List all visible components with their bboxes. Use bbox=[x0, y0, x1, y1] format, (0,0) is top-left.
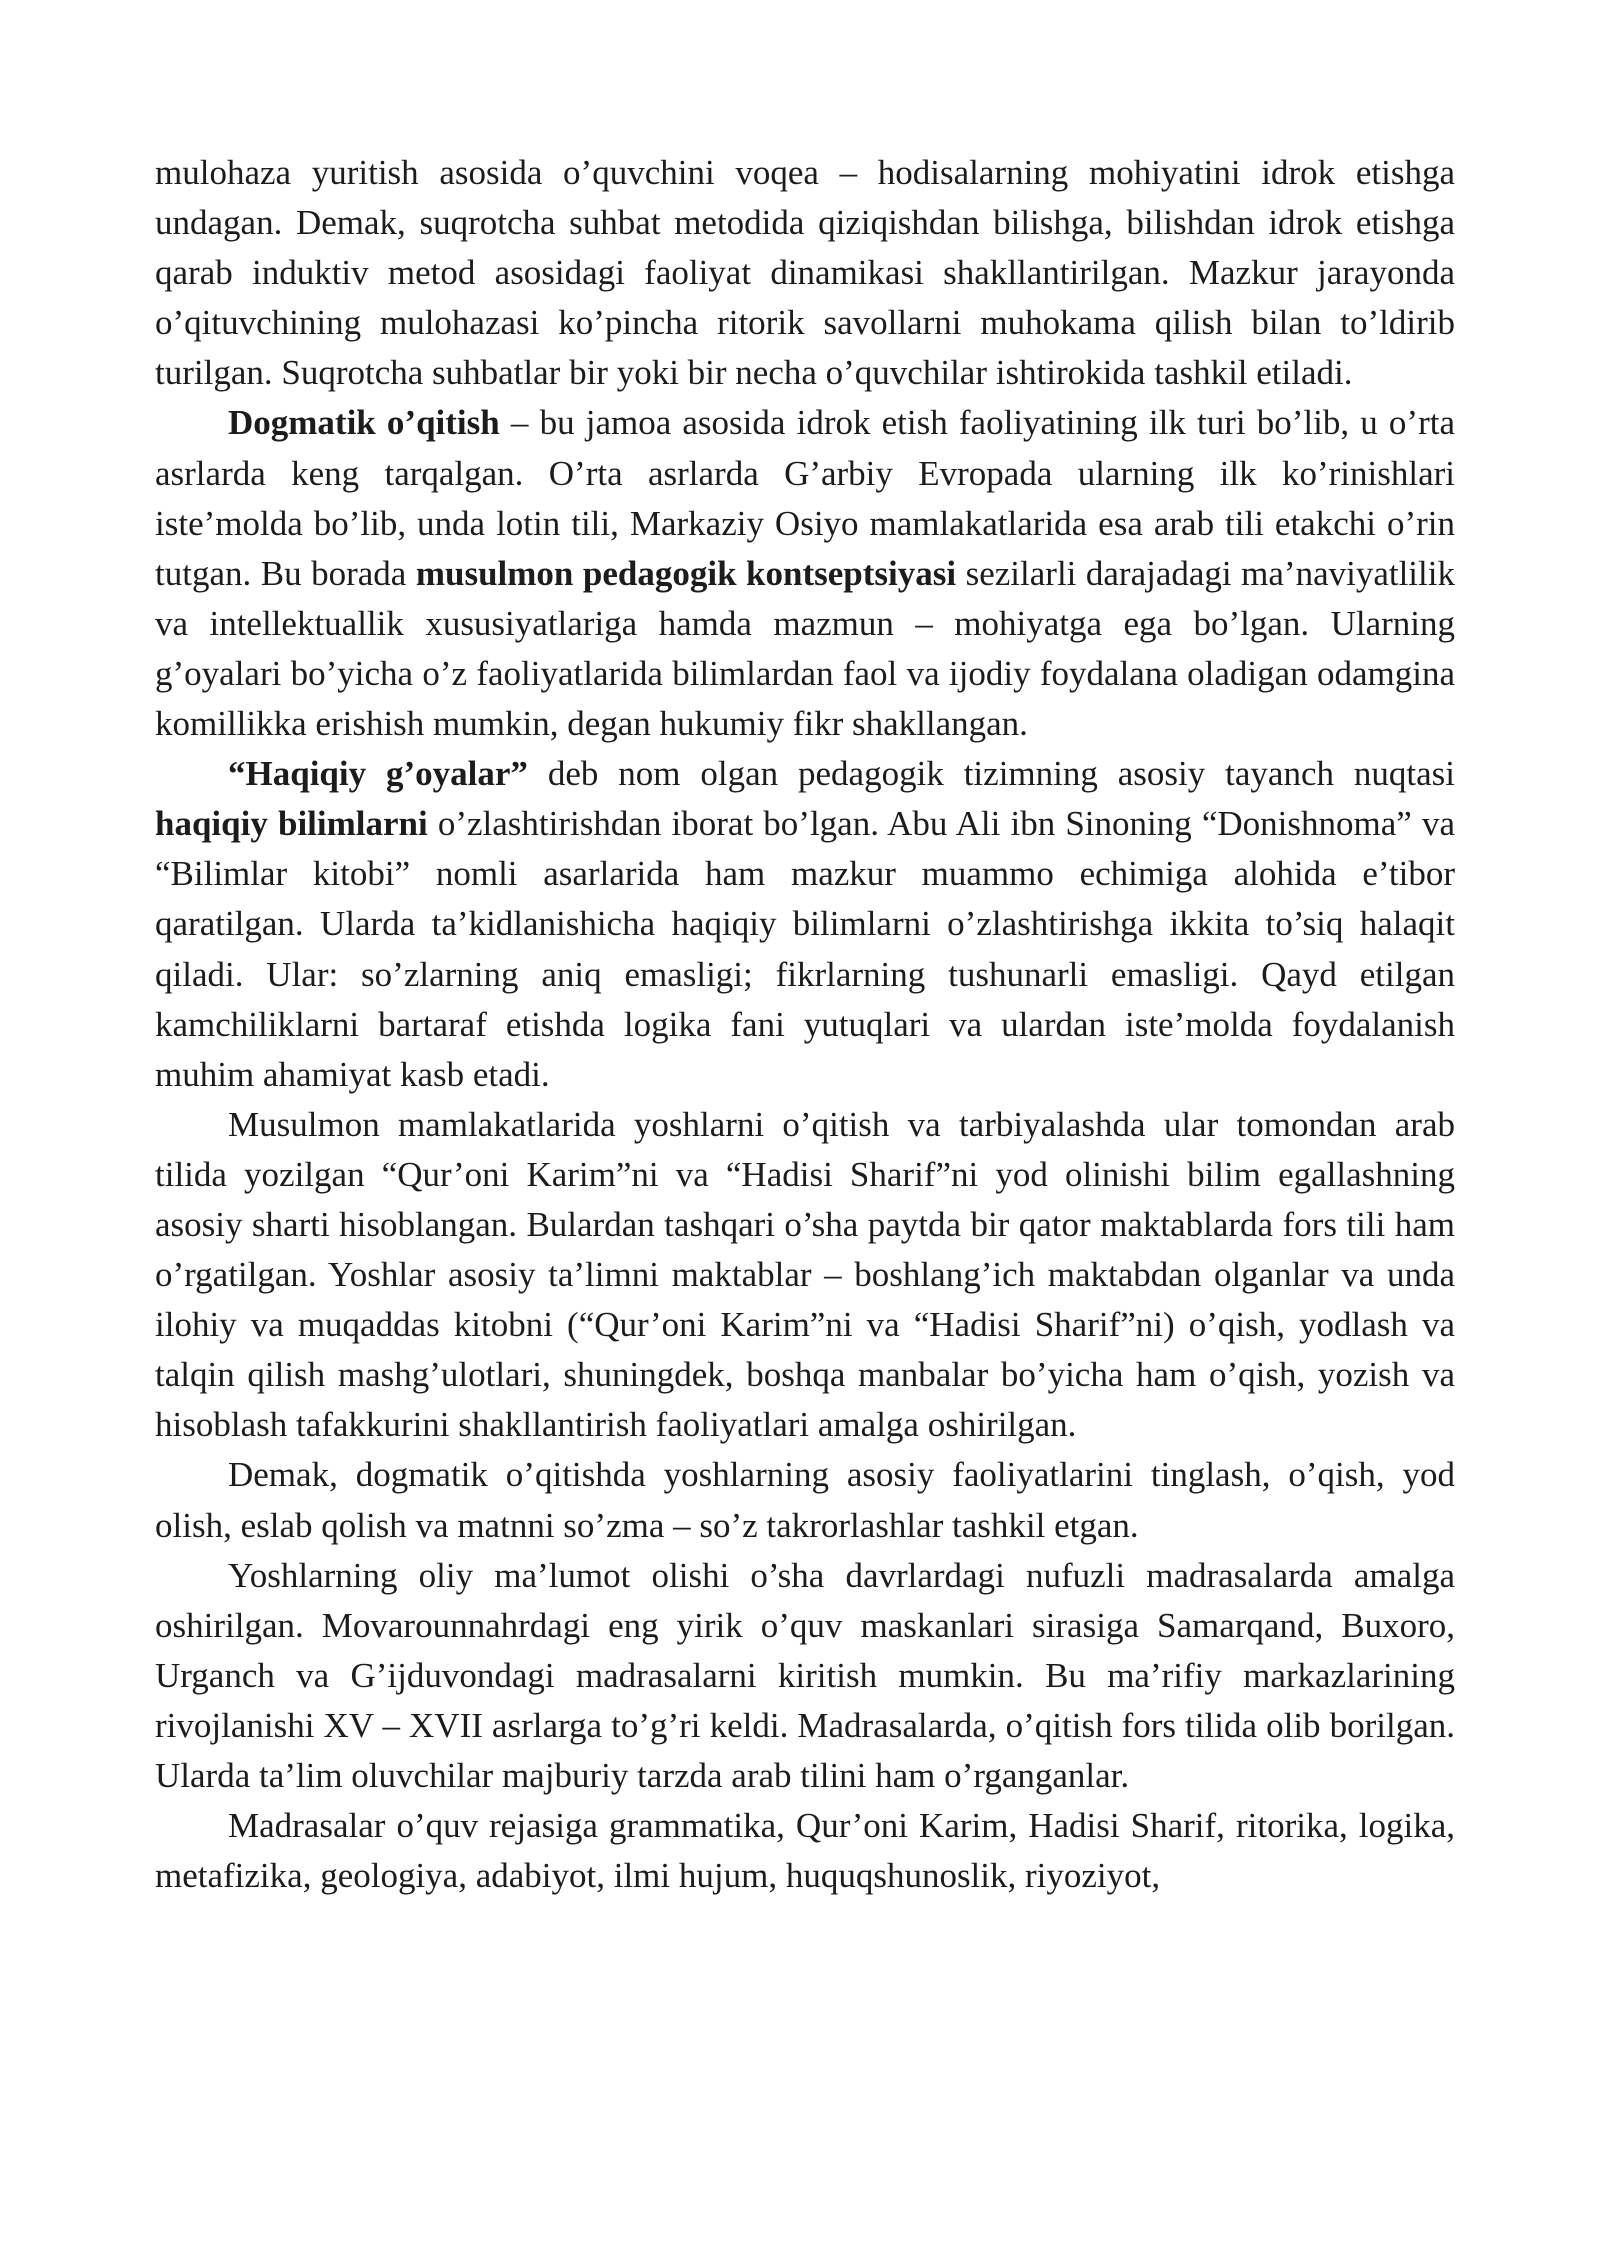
paragraph-4 bbox=[155, 1100, 1455, 1451]
paragraph-text: deb nom olgan pedagogik tizimning asosiy tayanch nuqtasi bbox=[527, 754, 1455, 794]
paragraph-5 bbox=[155, 1450, 1455, 1550]
term-dogmatik-oqitish: Dogmatik o’qitish bbox=[228, 403, 500, 443]
term-haqiqiy-goyalar: “Haqiqiy g’oyalar” bbox=[228, 754, 528, 794]
term-haqiqiy-bilimlarni: haqiqiy bilimlarni bbox=[155, 804, 428, 844]
paragraph-1 bbox=[155, 148, 1455, 398]
paragraph-text: Madrasalar o’quv rejasiga grammatika, Qur’oni Karim, Hadisi Sharif, ritorika, logika, metafizika, geologiya, adabiyot, ilmi hujum, huquqshunoslik, riyoziyot, bbox=[155, 1806, 1455, 1896]
paragraph-text: sezilarli darajadagi ma’naviyatlilik va intellektuallik xususiyatlariga hamda mazmun – mohiyatga ega bo’lgan. Ularning g’oyalari bo’yicha o’z faoliyatlarida bilimlardan faol va ijodiy foydalana oladigan odamgina komillikka erishish mumkin, degan hukumiy fikr shakllangan. bbox=[155, 553, 1455, 744]
term-musulmon-pedagogik-kontseptsiyasi: musulmon pedagogik kontseptsiyasi bbox=[415, 553, 957, 593]
paragraph-text: Yoshlarning oliy ma’lumot olishi o’sha davrlardagi nufuzli madrasalarda amalga oshirilgan. Movarounnahrdagi eng yirik o’quv maskanlari sirasiga Samarqand, Buxoro, Urganch va G’ijduvondagi madrasalarni kiritish mumkin. Bu ma’rifiy markazlarining rivojlanishi XV – XVII asrlarga to’g’ri keldi. Madrasalarda, o’qitish fors tilida olib borilgan. Ularda ta’lim oluvchilar majburiy tarzda arab tilini ham o’rganganlar. bbox=[155, 1555, 1455, 1795]
paragraph-text: – bu jamoa asosida idrok etish faoliyatining ilk turi bo’lib, u o’rta asrlarda keng tarqalgan. O’rta asrlarda G’arbiy Evropada ularning ilk ko’rinishlari iste’molda bo’lib, unda lotin tili, Markaziy Osiyo mamlakatlarida esa arab tili etakchi o’rin tutgan. Bu borada bbox=[155, 403, 1455, 593]
paragraph-7 bbox=[155, 1801, 1455, 1901]
paragraph-6 bbox=[155, 1551, 1455, 1801]
paragraph-text: mulohaza yuritish asosida o’quvchini voqea – hodisalarning mohiyatini idrok etishga undagan. Demak, suqrotcha suhbat metodida qiziqishdan bilishga, bilishdan idrok etishga qarab induktiv metod asosidagi faoliyat dinamikasi shakllantirilgan. Mazkur jarayonda o’qituvchining mulohazasi ko’pincha ritorik savollarni muhokama qilish bilan to’ldirib turilgan. Suqrotcha suhbatlar bir yoki bir necha o’quvchilar ishtirokida tashkil etiladi. bbox=[155, 153, 1455, 393]
paragraph-3 bbox=[155, 749, 1455, 1100]
paragraph-text: o’zlashtirishdan iborat bo’lgan. Abu Ali ibn Sinoning “Donishnoma” va “Bilimlar kitobi” nomli asarlarida ham mazkur muammo echimiga alohida e’tibor qaratilgan. Ularda ta’kidlanishicha haqiqiy bilimlarni o’zlashtirishga ikkita to’siq halaqit qiladi. Ular: so’zlarning aniq emasligi; fikrlarning tushunarli emasligi. Qayd etilgan kamchiliklarni bartaraf etishda logika fani yutuqlari va ulardan iste’molda foydalanish muhim ahamiyat kasb etadi. bbox=[155, 804, 1455, 1094]
paragraph-text: Musulmon mamlakatlarida yoshlarni o’qitish va tarbiyalashda ular tomondan arab tilida yozilgan “Qur’oni Karim”ni va “Hadisi Sharif”ni yod olinishi bilim egallashning asosiy sharti hisoblangan. Bulardan tashqari o’sha paytda bir qator maktablarda fors tili ham o’rgatilgan. Yoshlar asosiy ta’limni maktablar – boshlang’ich maktabdan olganlar va unda ilohiy va muqaddas kitobni (“Qur’oni Karim”ni va “Hadisi Sharif”ni) o’qish, yodlash va talqin qilish mashg’ulotlari, shuningdek, boshqa manbalar bo’yicha ham o’qish, yozish va hisoblash tafakkurini shakllantirish faoliyatlari amalga oshirilgan. bbox=[155, 1104, 1455, 1445]
document-page bbox=[155, 148, 1455, 1901]
paragraph-2 bbox=[155, 398, 1455, 749]
paragraph-text: Demak, dogmatik o’qitishda yoshlarning asosiy faoliyatlarini tinglash, o’qish, yod olish, eslab qolish va matnni so’zma – so’z takrorlashlar tashkil etgan. bbox=[155, 1455, 1455, 1545]
